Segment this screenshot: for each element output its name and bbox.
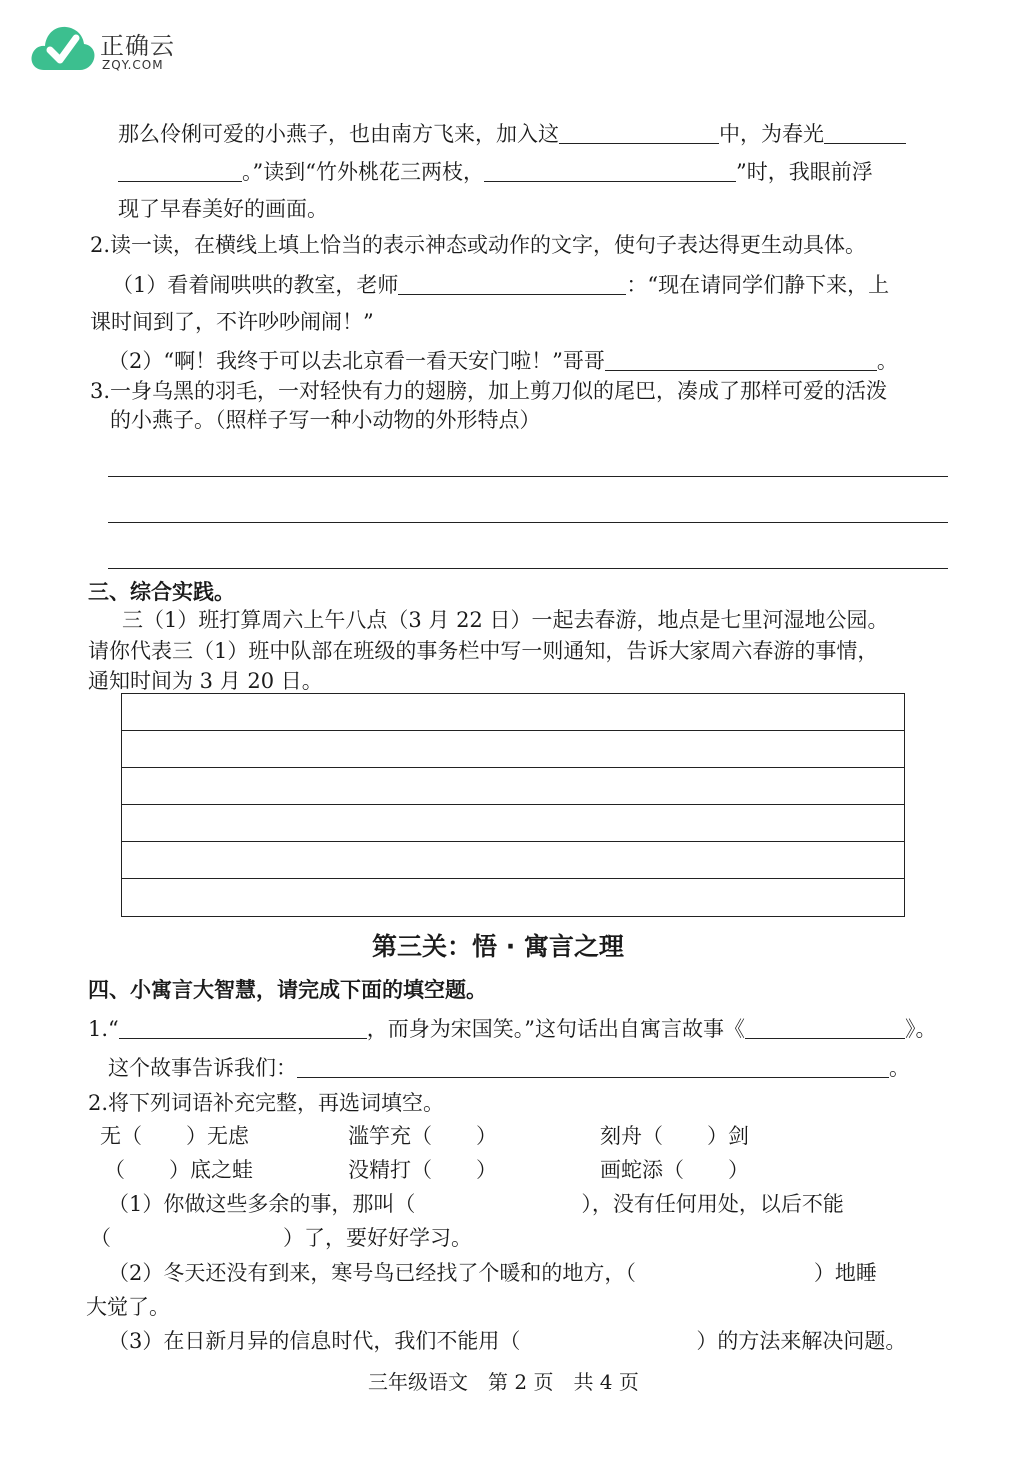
idiom-item: 没精打（ ）	[348, 1158, 497, 1182]
question-2: 2.读一读，在横线上填上恰当的表示神态或动作的文字，使句子表达得更生动具体。	[90, 233, 867, 257]
text-line: （ ）了，要好好学习。	[90, 1226, 472, 1250]
text-line: 那么伶俐可爱的小燕子，也由南方飞来，加入这 中，为春光	[118, 123, 906, 145]
page-footer: 三年级语文 第 2 页 共 4 页	[368, 1370, 639, 1394]
brand-logo	[28, 20, 188, 78]
text-line: 课时间到了，不许吵吵闹闹！”	[90, 310, 374, 334]
text-line: 现了早春美好的画面。	[118, 197, 328, 221]
question-2-1: （1）看着闹哄哄的教室，老师 ：“现在请同学们静下来，上	[112, 273, 890, 297]
writing-line[interactable]	[108, 568, 948, 569]
text-line: 通知时间为 3 月 20 日。	[88, 669, 323, 693]
grid-line	[122, 841, 904, 842]
text-line: 的小燕子。（照样子写一种小动物的外形特点）	[110, 408, 541, 432]
brand-domain: ZQY.COM	[102, 58, 164, 72]
question-3: 3.一身乌黑的羽毛，一对轻快有力的翅膀，加上剪刀似的尾巴，凑成了那样可爱的活泼	[90, 379, 888, 403]
answer-blank[interactable]	[605, 350, 877, 371]
text-line: 请你代表三（1）班中队部在班级的事务栏中写一则通知，告诉大家周六春游的事情，	[88, 639, 879, 663]
question-4-2: 2.将下列词语补充完整，再选词填空。	[88, 1091, 445, 1115]
answer-blank[interactable]	[119, 1018, 367, 1039]
idiom-item: （ ）底之蛙	[104, 1158, 253, 1182]
cloud-check-icon	[28, 20, 98, 76]
answer-blank[interactable]	[484, 161, 736, 182]
writing-line[interactable]	[108, 476, 948, 477]
grid-line	[122, 767, 904, 768]
sentence-2: （2）冬天还没有到来，寒号鸟已经找了个暖和的地方，（ ）地睡	[108, 1261, 877, 1285]
section-title: 三、综合实践。	[88, 580, 235, 604]
answer-blank[interactable]	[398, 274, 626, 295]
writing-line[interactable]	[108, 522, 948, 523]
answer-blank[interactable]	[297, 1057, 889, 1078]
answer-blank[interactable]	[559, 123, 719, 144]
question-4-1: 1.“ ，而身为宋国笑。”这句话出自寓言故事《 》。	[88, 1017, 937, 1041]
text-line: 三（1）班打算周六上午八点（3 月 22 日）一起去春游，地点是七里河湿地公园。	[122, 608, 889, 632]
text-line: 。”读到“竹外桃花三两枝， ”时，我眼前浮	[118, 161, 873, 183]
brand-name: 正确云	[100, 32, 175, 60]
answer-blank[interactable]	[745, 1018, 905, 1039]
idiom-item: 画蛇添（ ）	[600, 1158, 749, 1182]
text-line: 大觉了。	[86, 1295, 170, 1319]
section-title: 四、小寓言大智慧，请完成下面的填空题。	[88, 978, 487, 1002]
question-2-2: （2）“啊！我终于可以去北京看一看天安门啦！”哥哥 。	[108, 349, 898, 373]
sentence-3: （3）在日新月异的信息时代，我们不能用（ ）的方法来解决问题。	[108, 1329, 907, 1353]
level-title: 第三关：悟 · 寓言之理	[372, 932, 624, 961]
notice-writing-grid[interactable]	[121, 693, 905, 917]
grid-line	[122, 804, 904, 805]
sentence-1: （1）你做这些多余的事，那叫（ ），没有任何用处，以后不能	[108, 1192, 844, 1216]
answer-blank[interactable]	[118, 161, 242, 182]
idiom-item: 刻舟（ ）剑	[600, 1124, 749, 1148]
idiom-item: 无（ ）无虑	[100, 1124, 249, 1148]
text-line: 这个故事告诉我们： 。	[108, 1056, 910, 1080]
grid-line	[122, 730, 904, 731]
answer-blank[interactable]	[824, 123, 906, 144]
idiom-item: 滥竽充（ ）	[348, 1124, 497, 1148]
grid-line	[122, 878, 904, 879]
